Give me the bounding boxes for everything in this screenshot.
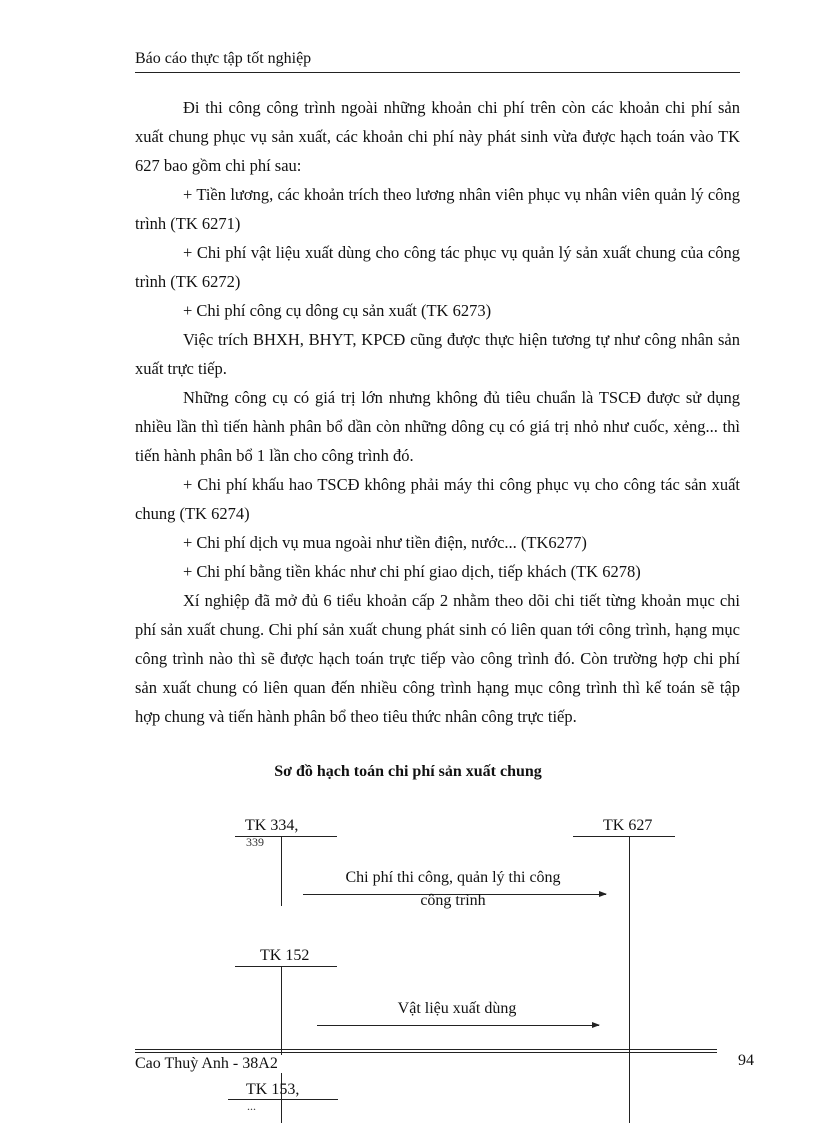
paragraph-6: Những công cụ có giá trị lớn nhưng không đủ tiêu chuẩn là TSCĐ được sử dụng nhiều lần thì tiến hành phân bổ dần còn những dông cụ có giá trị nhỏ như cuốc, xẻng... thì tiến hành phân bổ 1 lần cho công trình đó. bbox=[135, 388, 740, 465]
account-tk153-rule bbox=[228, 1099, 338, 1100]
paragraph-9: + Chi phí bằng tiền khác như chi phí giao dịch, tiếp khách (TK 6278) bbox=[183, 562, 641, 581]
diagram-title: Sơ đồ hạch toán chi phí sản xuất chung bbox=[274, 763, 542, 780]
paragraph-2: + Tiền lương, các khoản trích theo lương nhân viên phục vụ nhân viên quản lý công trình (TK 6271) bbox=[135, 185, 740, 233]
paragraph-7: + Chi phí khấu hao TSCĐ không phải máy thi công phục vụ cho công tác sản xuất chung (TK 6274) bbox=[135, 475, 740, 523]
account-tk152-rule bbox=[235, 966, 337, 967]
account-tk153-label: TK 153, bbox=[246, 1081, 300, 1098]
account-tk627-label: TK 627 bbox=[603, 817, 653, 834]
header-rule bbox=[135, 72, 740, 73]
arrow-1-label-line1: Chi phí thi công, quản lý thi công bbox=[345, 869, 561, 886]
account-tk152-label: TK 152 bbox=[260, 947, 310, 964]
body-text bbox=[135, 93, 740, 731]
account-tk627-vertical bbox=[629, 836, 630, 1123]
paragraph-5: Việc trích BHXH, BHYT, KPCĐ cũng được thực hiện tương tự như công nhân sản xuất trực tiếp. bbox=[135, 330, 740, 378]
footer-author: Cao Thuỳ Anh - 38A2 bbox=[135, 1055, 282, 1073]
account-tk334-vertical bbox=[281, 836, 282, 906]
arrow-2-label: Vật liệu xuất dùng bbox=[397, 1000, 517, 1017]
account-tk153-overflow: ... bbox=[247, 1099, 256, 1113]
paragraph-10: Xí nghiệp đã mở đủ 6 tiểu khoản cấp 2 nhằm theo dõi chi tiết từng khoản mục chi phí sản xuất chung. Chi phí sản xuất chung phát sinh có liên quan tới công trình, hạng mục công trình nào thì sẽ được hạch toán trực tiếp vào công trình đó. Còn trường hợp chi phí sản xuất chung có liên quan đến nhiều công trình hạng mục công trình thì kế toán sẽ tập hợp chung và tiến hành phân bổ theo tiêu thức nhân công trực tiếp. bbox=[135, 591, 740, 726]
account-tk627-rule bbox=[573, 836, 675, 837]
arrow-1-label-line2: công trình bbox=[420, 892, 486, 909]
account-tk334-rule bbox=[235, 836, 337, 837]
arrow-2 bbox=[317, 1025, 599, 1026]
paragraph-4: + Chi phí công cụ dông cụ sản xuất (TK 6273) bbox=[183, 301, 492, 320]
footer-rule-bottom bbox=[135, 1052, 717, 1053]
page-number: 94 bbox=[738, 1052, 754, 1069]
paragraph-8: + Chi phí dịch vụ mua ngoài như tiền điện, nước... (TK6277) bbox=[183, 533, 587, 552]
footer-rule-top bbox=[135, 1049, 717, 1050]
page-header-title: Báo cáo thực tập tốt nghiệp bbox=[135, 50, 312, 67]
account-tk334-label: TK 334, bbox=[245, 817, 299, 834]
account-tk334-overflow: 339 bbox=[246, 835, 264, 849]
paragraph-1: Đi thi công công trình ngoài những khoản chi phí trên còn các khoản chi phí sản xuất chung phục vụ sản xuất, các khoản chi phí này phát sinh vừa được hạch toán vào TK 627 bao gồm chi phí sau: bbox=[135, 98, 740, 175]
paragraph-3: + Chi phí vật liệu xuất dùng cho công tác phục vụ quản lý sản xuất chung của công trình (TK 6272) bbox=[135, 243, 740, 291]
